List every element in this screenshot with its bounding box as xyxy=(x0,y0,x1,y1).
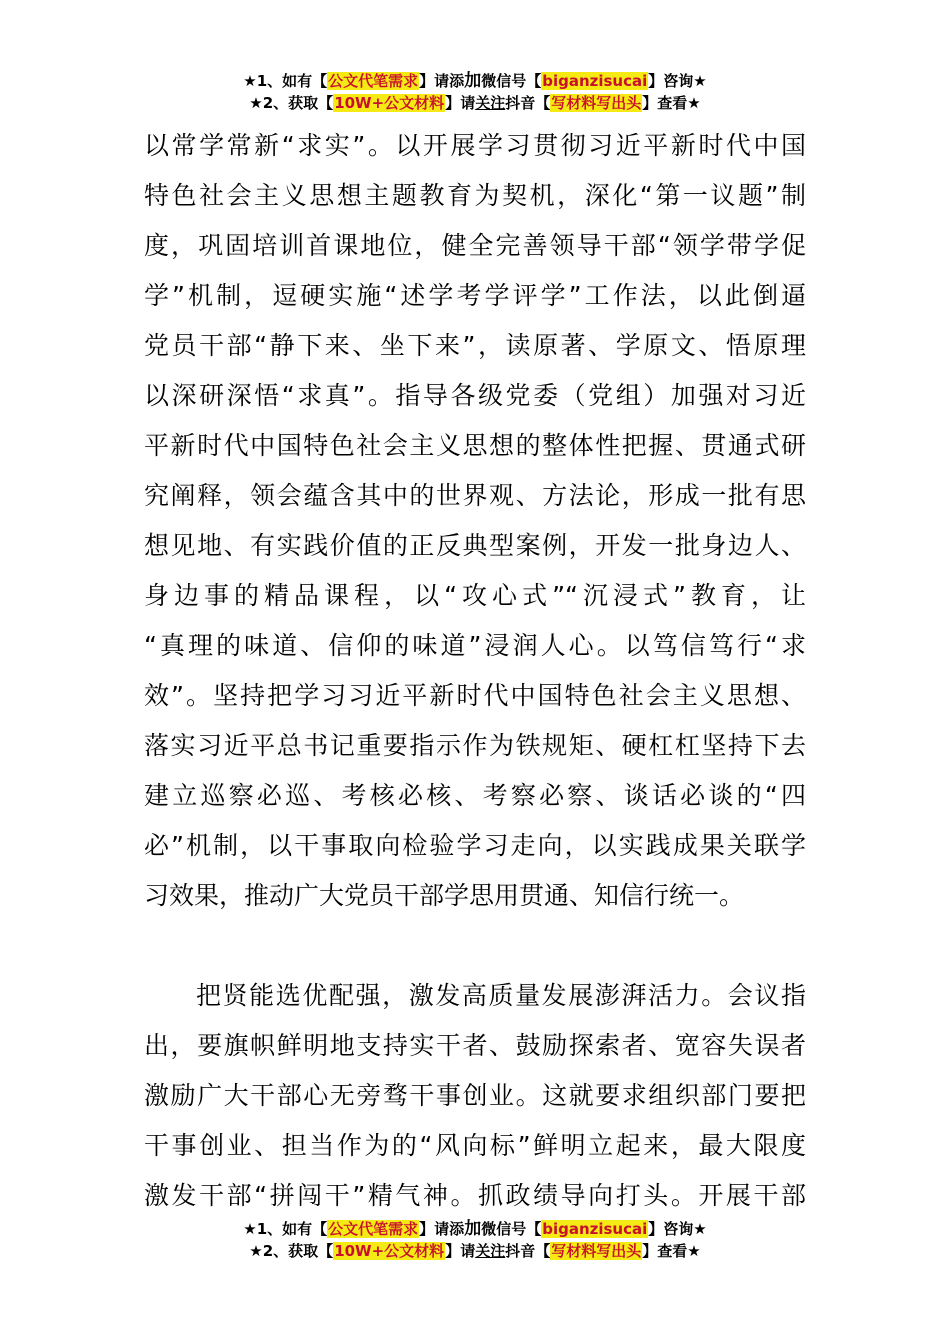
banner-text: 关注 xyxy=(475,94,506,112)
banner-text: 微信号【 xyxy=(481,72,542,90)
text-line: “真理的味道、信仰的味道”浸润人心。以笃信笃行“求 xyxy=(144,631,806,660)
banner-text: 微信号【 xyxy=(481,1220,542,1238)
banner-douyin-id: 写材料写出头 xyxy=(551,1242,642,1260)
banner-text: ★1、如有【 xyxy=(243,1220,328,1238)
text-line: 度，巩固培训首课地位，健全完善领导干部“领学带学促 xyxy=(144,231,806,260)
text-line: 把贤能选优配强，激发高质量发展澎湃活力。会议指 xyxy=(196,981,806,1010)
banner-text: ★2、获取【 xyxy=(249,94,334,112)
banner-highlight: 公文代笔需求 xyxy=(328,1220,419,1238)
banner-text: 抖音【 xyxy=(505,1242,551,1260)
header-banner xyxy=(0,70,950,114)
banner-wechat-id: biganzisucai xyxy=(542,72,648,90)
banner-text: ★2、获取【 xyxy=(249,1242,334,1260)
text-line: 必”机制，以干事取向检验学习走向，以实践成果关联学 xyxy=(144,831,806,860)
text-line: 究阐释，领会蕴含其中的世界观、方法论，形成一批有思 xyxy=(144,481,806,510)
banner-text: 加 xyxy=(464,1219,482,1239)
text-line: 以深研深悟“求真”。指导各级党委（党组）加强对习近 xyxy=(144,381,806,410)
text-line: 特色社会主义思想主题教育为契机，深化“第一议题”制 xyxy=(144,181,806,210)
text-line: 想见地、有实践价值的正反典型案例，开发一批身边人、 xyxy=(144,531,806,560)
text-line: 习效果，推动广大党员干部学思用贯通、知信行统一。 xyxy=(144,881,745,910)
banner-highlight: 公文代笔需求 xyxy=(328,72,419,90)
banner-text: 】请 xyxy=(445,94,476,112)
banner-text: 】查看★ xyxy=(642,94,701,112)
text-line: 学”机制，逗硬实施“述学考学评学”工作法，以此倒逼 xyxy=(144,281,806,310)
text-line: 激励广大干部心无旁骛干事创业。这就要求组织部门要把 xyxy=(144,1081,806,1110)
banner-douyin-id: 写材料写出头 xyxy=(551,94,642,112)
banner-text: ★1、如有【 xyxy=(243,72,328,90)
banner-text: 】咨询★ xyxy=(648,72,707,90)
text-line: 出，要旗帜鲜明地支持实干者、鼓励探索者、宽容失误者 xyxy=(144,1031,806,1060)
banner-line-2 xyxy=(0,1240,950,1262)
banner-line-1 xyxy=(0,70,950,92)
document-body xyxy=(144,121,806,1221)
text-line: 激发干部“拼闯干”精气神。抓政绩导向打头。开展干部 xyxy=(144,1181,806,1210)
text-line: 效”。坚持把学习习近平新时代中国特色社会主义思想、 xyxy=(144,681,806,710)
text-line: 平新时代中国特色社会主义思想的整体性把握、贯通式研 xyxy=(144,431,806,460)
text-line: 干事创业、担当作为的“风向标”鲜明立起来，最大限度 xyxy=(144,1131,806,1160)
banner-text: 】请添 xyxy=(419,72,465,90)
text-line: 建立巡察必巡、考核必核、考察必察、谈话必谈的“四 xyxy=(144,781,806,810)
banner-wechat-id: biganzisucai xyxy=(542,1220,648,1238)
banner-highlight: 10W+公文材料 xyxy=(334,94,445,112)
banner-text: 抖音【 xyxy=(505,94,551,112)
banner-line-2 xyxy=(0,92,950,114)
banner-text: 关注 xyxy=(475,1242,506,1260)
banner-line-1 xyxy=(0,1218,950,1240)
text-line: 落实习近平总书记重要指示作为铁规矩、硬杠杠坚持下去 xyxy=(144,731,806,760)
banner-text: 】咨询★ xyxy=(648,1220,707,1238)
paragraph-2 xyxy=(144,971,806,1221)
banner-text: 】查看★ xyxy=(642,1242,701,1260)
paragraph-gap xyxy=(144,921,806,971)
text-line: 党员干部“静下来、坐下来”，读原著、学原文、悟原理 xyxy=(144,331,806,360)
banner-highlight: 10W+公文材料 xyxy=(334,1242,445,1260)
footer-banner xyxy=(0,1218,950,1262)
banner-text: 】请 xyxy=(445,1242,476,1260)
banner-text: 加 xyxy=(464,71,482,91)
banner-text: 】请添 xyxy=(419,1220,465,1238)
text-line: 以常学常新“求实”。以开展学习贯彻习近平新时代中国 xyxy=(144,131,806,160)
text-line: 身边事的精品课程，以“攻心式”“沉浸式”教育，让 xyxy=(144,581,806,610)
paragraph-1 xyxy=(144,121,806,921)
